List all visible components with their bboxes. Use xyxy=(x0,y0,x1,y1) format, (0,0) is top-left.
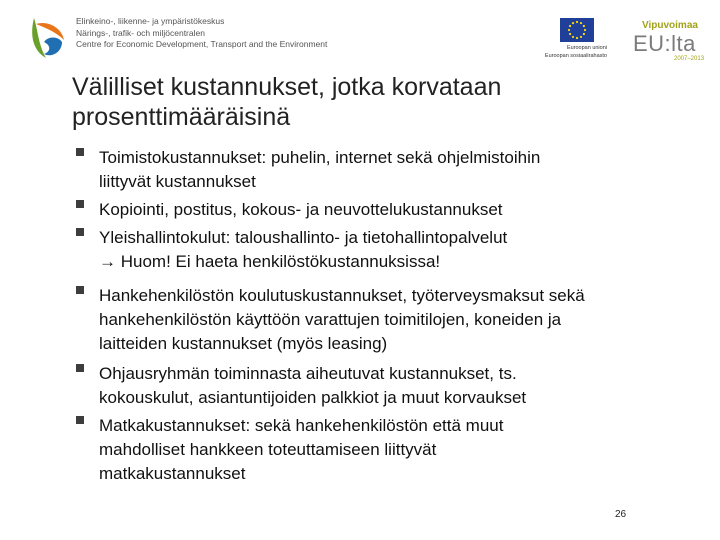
bullet-line: liittyvät kustannukset xyxy=(99,172,256,191)
bullet-marker-icon xyxy=(76,286,84,294)
note-text: Huom! Ei haeta henkilöstökustannuksissa! xyxy=(120,252,441,271)
note-line xyxy=(99,250,699,274)
slide-title-line-1: Välilliset kustannukset, jotka korvataan xyxy=(72,73,502,101)
eu-star-icon xyxy=(580,22,582,24)
bullet-line: hankehenkilöstön käyttöön varattujen toimitilojen, koneiden ja xyxy=(99,310,562,329)
eu-star-icon xyxy=(572,22,574,24)
page-number: 26 xyxy=(615,509,627,520)
bullet-marker-icon xyxy=(76,200,84,208)
eu-star-icon xyxy=(580,36,582,38)
eu-star-icon xyxy=(572,36,574,38)
ely-line-en: Centre for Economic Development, Transport and the Environment xyxy=(76,39,328,49)
bullet-line: matkakustannukset xyxy=(99,464,246,483)
arrow-right-icon: → xyxy=(99,252,116,271)
bullet-marker-icon xyxy=(76,364,84,372)
eu-caption-line-1: Euroopan unioni xyxy=(566,45,607,51)
ely-line-fi: Elinkeino-, liikenne- ja ympäristökeskus xyxy=(76,16,225,26)
bullet-line: Toimistokustannukset: puhelin, internet sekä ohjelmistoihin xyxy=(99,148,541,167)
vip-title: Vipuvoimaa xyxy=(642,20,698,31)
slide-title-line-2: prosenttimääräisinä xyxy=(72,103,291,131)
eu-star-icon xyxy=(584,29,586,31)
eu-star-icon xyxy=(583,33,585,35)
ely-organization-name xyxy=(76,16,327,51)
bullet-marker-icon xyxy=(76,416,84,424)
eu-star-icon xyxy=(569,33,571,35)
bullet-line: Ohjausryhmän toiminnasta aiheutuvat kustannukset, ts. xyxy=(99,364,517,383)
vip-brand: EU:lta xyxy=(633,31,696,56)
eu-caption-line-2: Euroopan sosiaalirahasto xyxy=(544,53,607,59)
eu-star-icon xyxy=(568,29,570,31)
bullet-line: Matkakustannukset: sekä hankehenkilöstön että muut xyxy=(99,416,504,435)
vip-period: 2007–2013 xyxy=(674,56,705,62)
bullet-line: laitteiden kustannukset (myös leasing) xyxy=(99,334,388,353)
eu-star-icon xyxy=(583,25,585,27)
bullet-marker-icon xyxy=(76,228,84,236)
eu-caption xyxy=(515,44,607,60)
ely-line-sv: Närings-, trafik- och miljöcentralen xyxy=(76,27,205,38)
slide-header xyxy=(0,0,720,70)
eu-star-icon xyxy=(569,25,571,27)
bullet-line: Hankehenkilöstön koulutuskustannukset, työterveysmaksut sekä xyxy=(99,286,585,305)
eu-star-icon xyxy=(576,37,578,39)
eu-flag-icon xyxy=(560,18,594,42)
bullet-line: Yleishallintokulut: taloushallinto- ja tietohallintopalvelut xyxy=(99,228,508,247)
bullet-line: kokouskulut, asiantuntijoiden palkkiot ja muut korvaukset xyxy=(99,388,527,407)
ely-logo-icon xyxy=(28,14,72,62)
bullet-marker-icon xyxy=(76,148,84,156)
slide-title xyxy=(72,72,672,132)
bullet-line: mahdolliset hankkeen toteuttamiseen liittyvät xyxy=(99,440,437,459)
eu-star-icon xyxy=(576,21,578,23)
bullet-line: Kopiointi, postitus, kokous- ja neuvottelukustannukset xyxy=(99,200,503,219)
